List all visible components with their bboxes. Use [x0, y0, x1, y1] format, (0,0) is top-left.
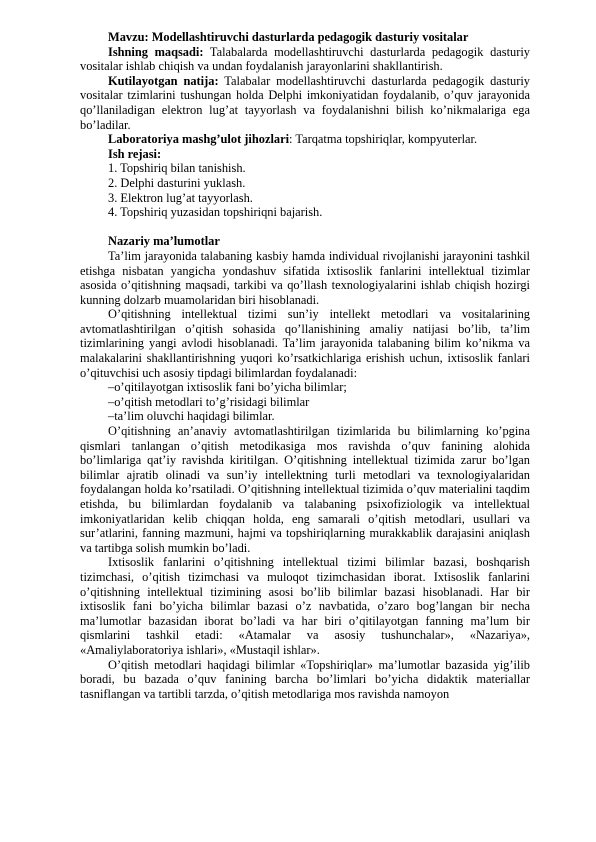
goal-text: Talabalarda modellashtiruvchi dasturlarda pedagogik dasturiy vositalar ishlab chiqish va undan foydalanish jarayonlarini shakllantirish.	[80, 44, 530, 74]
body-paragraph: O’qitishning intellektual tizimi sun’iy intellekt metodlari va vositalarining avtomatlashtirilgan o’qitish sohasida qo’llanishining amaliy natijasi bo’lib, ta’lim tizimlarining yangi avlodi hisoblanadi. Ta’lim jarayonida talabaning bilim ko’nikma va malakalarini shakllantirishning yuqori ko’rsatkichlariga erishish uchun, ixtisoslik fanlari o’qituvchisi uch asosiy tipdagi bilimlardan foydalanadi:	[80, 307, 530, 380]
section-title: Nazariy ma’lumotlar	[108, 234, 220, 249]
document-page	[80, 30, 530, 701]
equipment-text: : Tarqatma topshiriqlar, kompyuterlar.	[289, 132, 478, 147]
plan-item: 1. Topshiriq bilan tanishish.	[108, 161, 246, 176]
body-paragraph: Ta’lim jarayonida talabaning kasbiy hamda individual rivojlanishi jarayonini tashkil etishga nisbatan yangicha yondashuv sifatida ixtisoslik fanlarini intellektual tizimlar asosida o’qitishning maqsadi, tarkibi va qo’llash texnologiyalarini ishlab chiqish hozirgi kunning dolzarb muamolaridan biri hisoblanadi.	[80, 248, 530, 307]
plan-item: 3. Elektron lug’at tayyorlash.	[108, 190, 253, 205]
plan-item: 4. Topshiriq yuzasidan topshiriqni bajarish.	[108, 205, 323, 220]
body-paragraph: Ixtisoslik fanlarini o’qitishning intellektual tizimi bilimlar bazasi, boshqarish tizimchasi, o’qitish tizimchasi va muloqot tizimchasidan iborat. Ixtisoslik fanlarini o’qitishning intellektual tizimining asosi bo’lib bilimlar bazasi hisoblanadi. Har bir ixtisoslik fani bo’yicha bilimlar bazasi o’z navbatida, o’zaro bog’langan bir necha ma’lumotlar bazasidan iborat bo’ladi va har biri o’qitilayotgan fanning ma’lum bir qismlarini tashkil etadi: «Atamalar va asosiy tushunchalar», «Nazariya», «Amaliylaboratoriya ishlari», «Mustaqil ishlar».	[80, 555, 530, 657]
topic-heading: Mavzu: Modellashtiruvchi dasturlarda pedagogik dasturiy vositalar	[108, 30, 469, 44]
result-paragraph	[80, 74, 530, 132]
body-paragraph: O’qitish metodlari haqidagi bilimlar «Topshiriqlar» ma’lumotlar bazasida yig’ilib boradi, bu bazada o’quv fanining barcha bo’limlari bo’yicha didaktik materiallar tasniflangan va tartibli tarzda, o’qitish metodlariga mos ravishda namoyon	[80, 657, 530, 701]
goal-paragraph	[80, 45, 530, 74]
result-label: Kutilayotgan natija:	[108, 73, 219, 88]
plan-item: 2. Delphi dasturini yuklash.	[108, 175, 246, 190]
dash-list-item: –o’qitish metodlari to’g’risidagi bilimlar	[108, 394, 310, 409]
dash-list-item: –o’qitilayotgan ixtisoslik fani bo’yicha bilimlar;	[108, 380, 347, 395]
dash-list-item: –ta’lim oluvchi haqidagi bilimlar.	[108, 409, 275, 424]
equipment-paragraph	[80, 132, 530, 147]
plan-title: Ish rejasi:	[108, 146, 162, 161]
goal-label: Ishning maqsadi:	[108, 44, 204, 59]
body-paragraph: O’qitishning an’anaviy avtomatlashtirilgan tizimlarida bu bilimlarning ko’pgina qismlari tanlangan o’qitish metodikasiga mos ravishda o’quv fanining alohida bo’limlariga qat’iy ravishda kiritilgan. O’qitishning intellektual tizimida zarur bo’lgan bilimlar ajratib olinadi va sun’iy intellektning turli metodlari va texnologiyalaridan foydalangan holda ko’rsatiladi. O’qitishning intellektual tizimida o’quv materialini taqdim etishda, bu bilimlardan foydalanib va talabaning psixofiziologik va intellektual imkoniyatlaridan kelib chiqqan holda, eng samarali o’qitish metodlari, usullari va sur’atlarini, fanning mazmuni, hajmi va topshiriqlarning murakkablik darajasini aniqlash va tartibga solish mumkin bo’ladi.	[80, 424, 530, 555]
result-text: Talabalar modellashtiruvchi dasturlarda pedagogik dasturiy vositalar tzimlarini tushungan holda Delphi imkoniyatidan foydalanib, o’quv jarayonida qo’llaniladigan elektron lug’at tayyorlash va foydalanishni bilish ko’nikmalariga ega bo’ladilar.	[80, 73, 531, 132]
spacer	[80, 220, 530, 235]
equipment-label: Laboratoriya mashg’ulot jihozlari	[108, 132, 290, 147]
